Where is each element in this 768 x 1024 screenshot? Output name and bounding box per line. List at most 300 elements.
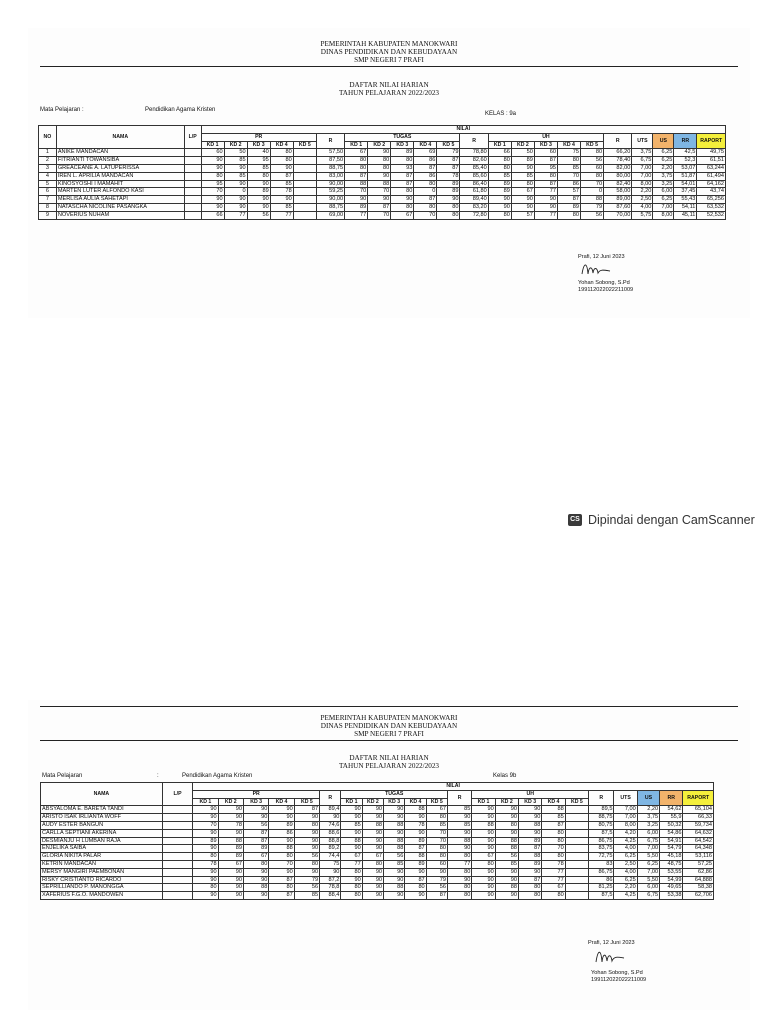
cell-gender (162, 814, 192, 822)
cell-score: 90 (269, 868, 294, 876)
cell-score: 90 (201, 203, 224, 211)
cell-score: 86 (269, 829, 294, 837)
handwritten-signature-icon (580, 260, 612, 280)
cell-score: 6,75 (637, 837, 659, 845)
cell-score: 88,4 (320, 892, 341, 900)
cell-score: 77 (542, 876, 565, 884)
cell-score: 87,2 (320, 876, 341, 884)
cell-gender (162, 860, 192, 868)
cell-score: 90 (247, 196, 270, 204)
table-row (39, 172, 726, 180)
cell-score: 61,494 (697, 172, 726, 180)
subject-label: Mata Pelajaran (42, 773, 83, 779)
cell-score: 87 (519, 845, 542, 853)
cell-no: 4 (39, 172, 57, 180)
cell-score: 66,33 (683, 814, 714, 822)
cell-score: 87 (534, 180, 557, 188)
cell-score: 90 (247, 203, 270, 211)
cell-score: 88 (341, 837, 362, 845)
header-rule (40, 740, 738, 741)
cell-score: 70 (426, 837, 447, 845)
cell-score: 51,87 (674, 172, 697, 180)
cell-score: 90 (218, 829, 243, 837)
cell-score: 88 (495, 837, 518, 845)
cell-score: 90 (243, 814, 268, 822)
cell-score: 80 (447, 884, 471, 892)
cell-score (565, 853, 588, 861)
cell-score: 77 (534, 188, 557, 196)
cell-score: 57 (511, 211, 534, 219)
col-uh-kd4: KD 4 (542, 798, 565, 806)
cell-score: 90 (511, 203, 534, 211)
header-government: PEMERINTAH KABUPATEN MANOKWARI (320, 714, 458, 722)
col-raport: RAPORT (683, 790, 714, 806)
cell-score: 85 (511, 172, 534, 180)
table-row (41, 814, 714, 822)
table-row (41, 837, 714, 845)
cell-score: 90 (391, 196, 414, 204)
signature-nip: 199112022022211009 (578, 287, 634, 293)
school-year: TAHUN PELAJARAN 2022/2023 (338, 762, 440, 770)
cell-score: 67 (345, 149, 368, 157)
cell-score: 70 (414, 211, 437, 219)
cell-score: 88 (384, 884, 405, 892)
cell-score: 88 (368, 180, 391, 188)
cell-score: 86,75 (589, 837, 614, 845)
cell-score: 78 (437, 172, 460, 180)
cell-student-name: XAFERIUS F.G.O. MANDOWEN (41, 892, 163, 900)
cell-student-name: DESMIANJU H LUMBAN RAJA (41, 837, 163, 845)
cell-score: 90 (495, 868, 518, 876)
cell-score: 83,75 (589, 845, 614, 853)
cell-score: 70 (345, 188, 368, 196)
cell-score: 80 (201, 172, 224, 180)
cell-score: 90 (201, 157, 224, 165)
cell-score: 90 (472, 876, 495, 884)
cell-gender (184, 157, 201, 165)
cell-score: 80 (368, 164, 391, 172)
cell-score: 80 (581, 149, 604, 157)
cell-score: 90 (247, 180, 270, 188)
header-department: DINAS PENDIDIKAN DAN KEBUDAYAAN (320, 722, 458, 730)
cell-score: 90 (218, 868, 243, 876)
cell-score: 42,5 (674, 149, 697, 157)
col-r-pr: R (320, 790, 341, 806)
cell-score: 85,40 (460, 164, 488, 172)
cell-student-name: ABSYALOMA E. BARETA TANDI (41, 806, 163, 814)
cell-score: 83,20 (460, 203, 488, 211)
col-tugas-kd3: KD 3 (391, 141, 414, 149)
cell-score: 80 (426, 853, 447, 861)
cell-score: 87,5 (589, 829, 614, 837)
col-tugas-kd1: KD 1 (341, 798, 362, 806)
cell-score: 80 (542, 853, 565, 861)
cell-score: 85 (384, 860, 405, 868)
cell-score: 90 (345, 196, 368, 204)
col-uh-kd2: KD 2 (495, 798, 518, 806)
cell-score (565, 868, 588, 876)
cell-gender (162, 837, 192, 845)
cell-score: 4,25 (614, 837, 637, 845)
cell-score: 79 (437, 149, 460, 157)
cell-score: 2,20 (653, 164, 674, 172)
cell-score: 90 (243, 868, 268, 876)
cell-student-name: MARTEN LUTER ALFONDO KASI (56, 188, 184, 196)
cell-student-name: FITRIANTI TOWANSIBA (56, 157, 184, 165)
cell-score: 90 (519, 806, 542, 814)
cell-score: 78 (405, 821, 426, 829)
col-group-nilai: NILAI (201, 126, 725, 134)
cell-score: 56 (243, 821, 268, 829)
subject-value: Pendidikan Agama Kristen (182, 773, 253, 779)
cell-score: 40 (247, 149, 270, 157)
cell-score: 88,6 (320, 829, 341, 837)
cell-score: 80 (447, 853, 471, 861)
cell-score: 7,00 (632, 172, 653, 180)
cell-score: 90 (362, 892, 383, 900)
cell-score: 80 (391, 188, 414, 196)
cell-score: 87 (269, 876, 294, 884)
cell-score: 66,20 (604, 149, 632, 157)
cell-score: 90 (193, 829, 218, 837)
cell-score: 2,50 (632, 196, 653, 204)
cell-score: 58,00 (604, 188, 632, 196)
cell-score: 56 (294, 884, 319, 892)
cell-score: 90 (341, 845, 362, 853)
col-uh-kd3: KD 3 (534, 141, 557, 149)
cell-score: 85 (270, 203, 293, 211)
cell-score: 80 (341, 868, 362, 876)
cell-score: 2,20 (632, 188, 653, 196)
table-row (39, 164, 726, 172)
cell-score: 7,00 (614, 814, 637, 822)
cell-score (293, 188, 316, 196)
cell-score: 80 (345, 157, 368, 165)
cell-score: 80 (557, 211, 580, 219)
cell-score (565, 892, 588, 900)
cell-score: 80 (391, 157, 414, 165)
col-pr-kd2: KD 2 (218, 798, 243, 806)
cell-score: 80 (472, 860, 495, 868)
col-pr-kd5: KD 5 (294, 798, 319, 806)
col-r-tugas: R (447, 790, 471, 806)
col-group-pr: PR (193, 790, 320, 798)
cell-score: 90 (193, 876, 218, 884)
cell-score: 90 (193, 868, 218, 876)
cell-score: 78 (193, 860, 218, 868)
cell-score: 2,50 (614, 860, 637, 868)
col-us: US (637, 790, 659, 806)
cell-score: 64,348 (683, 845, 714, 853)
cell-score: 90 (511, 196, 534, 204)
cell-score: 4,00 (632, 203, 653, 211)
cell-score: 67 (243, 853, 268, 861)
cell-score: 75 (320, 860, 341, 868)
col-uts: UTS (614, 790, 637, 806)
cell-score: 49,75 (697, 149, 726, 157)
cell-student-name: ENJELIKA SAIBA (41, 845, 163, 853)
cell-score: 67 (391, 211, 414, 219)
cell-score: 6,75 (637, 892, 659, 900)
cell-gender (162, 868, 192, 876)
cell-score: 85 (224, 172, 247, 180)
cell-score: 85 (542, 814, 565, 822)
cell-score: 90 (193, 892, 218, 900)
cell-score: 53,38 (660, 892, 683, 900)
cell-score: 85,60 (460, 172, 488, 180)
cell-score: 43,74 (697, 188, 726, 196)
cell-score: 80 (557, 157, 580, 165)
cell-score: 87 (405, 845, 426, 853)
cell-score: 87,50 (316, 157, 344, 165)
cell-gender (162, 806, 192, 814)
table-row (39, 180, 726, 188)
col-tugas-kd2: KD 2 (362, 798, 383, 806)
cell-gender (162, 892, 192, 900)
cell-score: 64,162 (697, 180, 726, 188)
cell-score: 60 (581, 164, 604, 172)
cell-score: 64,632 (683, 829, 714, 837)
cell-score: 69,00 (316, 211, 344, 219)
cell-score: 89 (247, 188, 270, 196)
cell-score (565, 829, 588, 837)
cell-score: 78,8 (320, 884, 341, 892)
cell-score: 53,55 (660, 868, 683, 876)
col-r-tugas: R (460, 133, 488, 149)
cell-score: 82,00 (604, 164, 632, 172)
cell-score: 56 (247, 211, 270, 219)
cell-score: 90 (193, 806, 218, 814)
cell-score: 5,50 (637, 853, 659, 861)
cell-score: 57,50 (316, 149, 344, 157)
header-government: PEMERINTAH KABUPATEN MANOKWARI (320, 40, 458, 48)
cell-score: 89,4 (320, 806, 341, 814)
cell-score (293, 149, 316, 157)
col-rr: RR (674, 133, 697, 149)
cell-score: 57,25 (683, 860, 714, 868)
cell-score: 70 (368, 211, 391, 219)
cell-score: 59,25 (316, 188, 344, 196)
col-uh-kd5: KD 5 (565, 798, 588, 806)
cell-score: 87,60 (604, 203, 632, 211)
col-name: NAMA (41, 783, 163, 806)
col-pr-kd5: KD 5 (293, 141, 316, 149)
cell-score: 95 (247, 157, 270, 165)
cell-student-name: ANIKE MANDACAN (56, 149, 184, 157)
cell-score: 65,256 (697, 196, 726, 204)
grade-table-9b (40, 782, 714, 900)
cell-score: 80 (269, 884, 294, 892)
cell-score: 79 (294, 876, 319, 884)
cell-score: 87 (437, 164, 460, 172)
cell-score: 90 (224, 164, 247, 172)
cell-score: 90 (519, 829, 542, 837)
cell-score: 90 (341, 806, 362, 814)
cell-score: 78 (218, 821, 243, 829)
cell-score: 90 (447, 829, 471, 837)
cell-score: 85 (557, 164, 580, 172)
cell-score: 86 (414, 157, 437, 165)
cell-score: 89 (391, 149, 414, 157)
school-year: TAHUN PELAJARAN 2022/2023 (338, 89, 440, 97)
col-pr-kd1: KD 1 (193, 798, 218, 806)
cell-score: 90 (269, 837, 294, 845)
col-no: NO (39, 126, 57, 149)
cell-score: 52,3 (674, 157, 697, 165)
cell-score: 87 (368, 203, 391, 211)
sheet-class-9b (28, 700, 750, 1010)
cell-score: 67 (426, 806, 447, 814)
cell-score: 5,50 (637, 876, 659, 884)
table-row (41, 829, 714, 837)
cell-score: 87 (414, 164, 437, 172)
cell-no: 7 (39, 196, 57, 204)
cell-score: 60 (534, 149, 557, 157)
cell-score: 80 (414, 203, 437, 211)
cell-gender (184, 180, 201, 188)
cell-score: 88 (472, 821, 495, 829)
col-r-uh: R (589, 790, 614, 806)
cell-score: 90 (243, 806, 268, 814)
cell-score: 80 (405, 884, 426, 892)
cell-score: 88 (243, 884, 268, 892)
cell-score: 90 (447, 876, 471, 884)
cell-score: 90 (243, 892, 268, 900)
cell-score: 4,00 (614, 868, 637, 876)
cell-score: 56 (426, 884, 447, 892)
cell-score: 85 (488, 172, 511, 180)
cell-student-name: NATASCHA NICOLINE PASANGKA (56, 203, 184, 211)
cell-score: 54,91 (660, 837, 683, 845)
cell-score: 70 (581, 180, 604, 188)
cell-score: 90 (269, 814, 294, 822)
cell-score: 88,75 (316, 164, 344, 172)
cell-score: 88 (218, 837, 243, 845)
cell-score: 3,75 (637, 814, 659, 822)
cell-score (293, 203, 316, 211)
col-group-uh: UH (488, 133, 603, 141)
cell-score: 90 (447, 845, 471, 853)
grade-table-9a (38, 125, 726, 220)
col-us: US (653, 133, 674, 149)
cell-score: 90 (270, 196, 293, 204)
cell-score: 8,00 (632, 180, 653, 188)
cell-score: 86,75 (589, 868, 614, 876)
cell-score: 86,40 (460, 180, 488, 188)
header-department: DINAS PENDIDIKAN DAN KEBUDAYAAN (320, 48, 458, 56)
cell-score: 90 (426, 868, 447, 876)
cell-score: 82,40 (604, 180, 632, 188)
cell-score: 77 (542, 868, 565, 876)
col-uh-kd3: KD 3 (519, 798, 542, 806)
cell-score: 67 (511, 188, 534, 196)
cell-score: 87 (243, 837, 268, 845)
cell-score: 90 (362, 814, 383, 822)
cell-score: 62,86 (683, 868, 714, 876)
cell-score: 90 (472, 814, 495, 822)
col-pr-kd3: KD 3 (247, 141, 270, 149)
cell-score: 3,25 (653, 180, 674, 188)
cell-score: 90 (488, 196, 511, 204)
cell-score: 67 (472, 853, 495, 861)
cell-score: 90 (294, 829, 319, 837)
cell-score: 66 (201, 211, 224, 219)
cell-score: 53,116 (683, 853, 714, 861)
cell-score: 77 (270, 211, 293, 219)
cell-score: 86 (589, 876, 614, 884)
col-uts: UTS (632, 133, 653, 149)
cell-score: 63,532 (697, 203, 726, 211)
cell-score: 88 (581, 196, 604, 204)
cell-score: 70 (368, 188, 391, 196)
cell-score: 88 (542, 806, 565, 814)
cell-score: 79 (426, 876, 447, 884)
col-group-pr: PR (201, 133, 316, 141)
table-row (41, 845, 714, 853)
cell-score: 90 (495, 806, 518, 814)
header-school: SMP NEGERI 7 PRAFI (354, 730, 424, 738)
cell-score: 90 (495, 829, 518, 837)
cell-score: 87 (557, 196, 580, 204)
cell-score: 89 (488, 180, 511, 188)
cell-score: 69 (414, 149, 437, 157)
cell-no: 2 (39, 157, 57, 165)
cell-score: 50,32 (660, 821, 683, 829)
cell-score: 90 (437, 196, 460, 204)
cell-gender (184, 196, 201, 204)
cell-score: 63,244 (697, 164, 726, 172)
cell-score: 80 (437, 203, 460, 211)
cell-score: 67 (362, 853, 383, 861)
cell-score: 89,40 (460, 196, 488, 204)
cell-score: 80 (519, 884, 542, 892)
cell-score: 89,2 (320, 845, 341, 853)
cell-score: 90 (534, 203, 557, 211)
cell-score: 45,11 (674, 211, 697, 219)
cell-score: 90 (495, 876, 518, 884)
cell-score: 80 (495, 821, 518, 829)
cell-score: 85 (447, 806, 471, 814)
cell-gender (184, 203, 201, 211)
cell-score: 56 (495, 853, 518, 861)
cell-score: 60 (201, 149, 224, 157)
cell-score (565, 884, 588, 892)
camscanner-watermark: Dipindai dengan CamScanner (588, 513, 755, 527)
cell-no: 5 (39, 180, 57, 188)
col-tugas-kd3: KD 3 (384, 798, 405, 806)
cell-score: 95 (201, 180, 224, 188)
cell-score: 70 (557, 172, 580, 180)
cell-score: 52,532 (697, 211, 726, 219)
document-title: DAFTAR NILAI HARIAN (349, 81, 429, 89)
cell-score: 90 (294, 868, 319, 876)
cell-score: 90 (341, 829, 362, 837)
cell-score: 90 (362, 884, 383, 892)
cell-score: 87 (391, 172, 414, 180)
cell-score: 67 (218, 860, 243, 868)
cell-score: 85 (426, 821, 447, 829)
cell-score: 67 (341, 853, 362, 861)
cell-score: 66 (488, 149, 511, 157)
col-name: NAMA (56, 126, 184, 149)
cell-score: 80 (414, 180, 437, 188)
cell-score: 90 (201, 164, 224, 172)
cell-score: 89 (557, 203, 580, 211)
cell-score: 80 (511, 180, 534, 188)
cell-score: 72,75 (589, 853, 614, 861)
cell-score: 90 (362, 837, 383, 845)
cell-score: 88 (447, 837, 471, 845)
